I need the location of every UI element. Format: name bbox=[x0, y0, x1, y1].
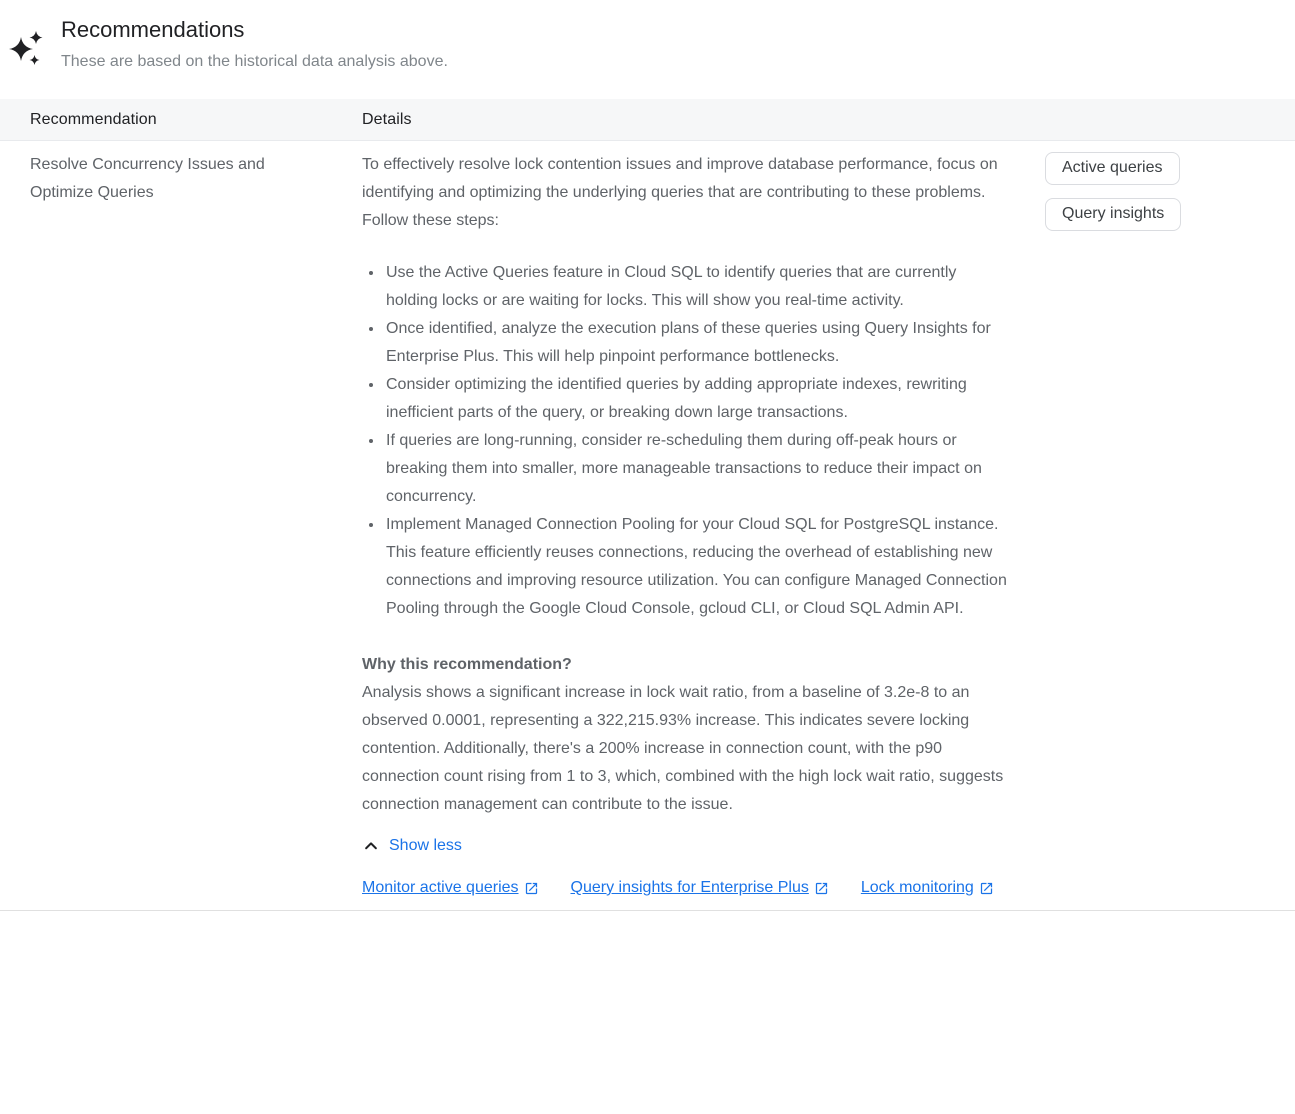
bullet-item: • Once identified, analyze the execution plans of these queries using Query Insights for Enterprise Plus. This will help pinpoint performance bottlenecks. bbox=[384, 315, 1007, 371]
details-links bbox=[362, 874, 1002, 902]
recommendation-details-cell bbox=[362, 151, 1007, 902]
column-header-recommendation: Recommendation bbox=[30, 110, 157, 128]
external-link-icon bbox=[524, 881, 539, 896]
page-subtitle: These are based on the historical data analysis above. bbox=[61, 53, 448, 70]
recommendations-table bbox=[0, 99, 1295, 911]
bullet-item: • If queries are long-running, consider re-scheduling them during off-peak hours or breaking them into smaller, more manageable transactions to reduce their impact on concurrency. bbox=[384, 427, 1007, 511]
external-link-icon bbox=[814, 881, 829, 896]
why-text: Analysis shows a significant increase in lock wait ratio, from a baseline of 3.2e-8 to an observed 0.0001, representing a 322,215.93% increase. This indicates severe locking contention. Additionally, there's a 200% increase in connection count, with the p90 connection count rising from 1 to 3, which, combined with the high lock wait ratio, suggests connection management can contribute to the issue. bbox=[362, 684, 1004, 813]
details-bullet-list bbox=[362, 259, 1007, 623]
related-actions-cell bbox=[1007, 151, 1295, 902]
page-title: Recommendations bbox=[61, 17, 245, 42]
table-header-row bbox=[0, 99, 1295, 141]
link-lock-monitoring[interactable] bbox=[861, 874, 994, 902]
link-label: Lock monitoring bbox=[860, 879, 974, 896]
why-title: Why this recommendation? bbox=[362, 656, 572, 673]
bullet-item: • Implement Managed Connection Pooling for your Cloud SQL for PostgreSQL instance. This feature efficiently reuses connections, reducing the overhead of establishing new connections and improving resource utilization. You can configure Managed Connection Pooling through the Google Cloud Console, gcloud CLI, or Cloud SQL Admin API. bbox=[384, 511, 1007, 623]
link-query-insights-enterprise-plus[interactable] bbox=[571, 874, 829, 902]
column-header-details: Details bbox=[362, 110, 412, 128]
gemini-sparkle-icon bbox=[8, 27, 46, 76]
details-intro: To effectively resolve lock contention issues and improve database performance, focus on identifying and optimizing the underlying queries that are contributing to these problems. Follow these steps: bbox=[362, 156, 998, 229]
link-label: Monitor active queries bbox=[362, 879, 519, 896]
link-label: Query insights for Enterprise Plus bbox=[570, 879, 809, 896]
chip-active-queries[interactable]: Active queries bbox=[1045, 152, 1180, 185]
show-less-button[interactable] bbox=[362, 837, 462, 855]
why-section bbox=[362, 651, 1007, 819]
show-less-label: Show less bbox=[389, 837, 462, 854]
chip-query-insights[interactable]: Query insights bbox=[1045, 198, 1181, 231]
recommendation-title-cell: Resolve Concurrency Issues and Optimize Queries bbox=[30, 156, 265, 201]
chevron-up-icon bbox=[362, 837, 380, 855]
recommendations-header bbox=[0, 0, 1295, 76]
table-row bbox=[0, 141, 1295, 911]
external-link-icon bbox=[979, 881, 994, 896]
bullet-item: • Consider optimizing the identified queries by adding appropriate indexes, rewriting inefficient parts of the query, or breaking down large transactions. bbox=[384, 371, 1007, 427]
link-monitor-active-queries[interactable] bbox=[362, 874, 539, 902]
bullet-item: • Use the Active Queries feature in Cloud SQL to identify queries that are currently holding locks or are waiting for locks. This will show you real-time activity. bbox=[384, 259, 1007, 315]
header-text bbox=[61, 16, 448, 73]
